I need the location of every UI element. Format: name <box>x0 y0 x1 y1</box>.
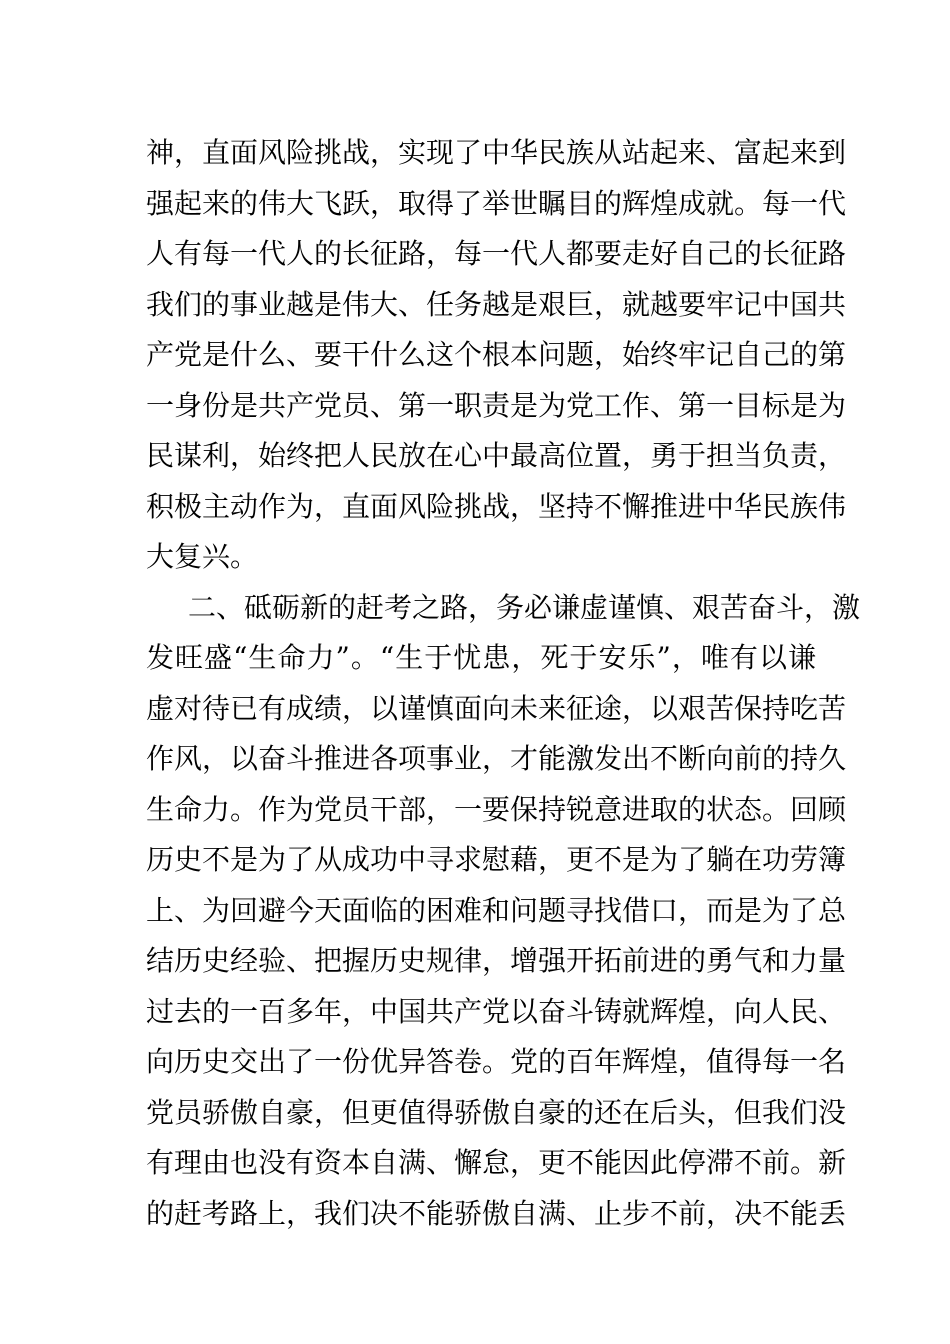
text-line: 历史不是为了从成功中寻求慰藉，更不是为了躺在功劳簿 <box>146 843 847 876</box>
text-line: 结历史经验、把握历史规律，增强开拓前进的勇气和力量 <box>146 944 847 977</box>
section-heading-line: 二、砥砺新的赶考之路，务必谦虚谨慎、艰苦奋斗，激 <box>188 590 861 624</box>
text-line: 虚对待已有成绩，以谨慎面向未来征途，以艰苦保持吃苦 <box>146 691 847 725</box>
text-line: 产党是什么、要干什么这个根本问题，始终牢记自己的第 <box>146 338 847 371</box>
text-line: 发旺盛“生命力”。“生于忧患，死于安乐”，唯有以谦 <box>146 641 816 674</box>
text-line: 向历史交出了一份优异答卷。党的百年辉煌，值得每一名 <box>146 1045 847 1078</box>
text-line: 人有每一代人的长征路，每一代人都要走好自己的长征路 <box>146 237 847 270</box>
text-line: 上、为回避今天面临的困难和问题寻找借口，而是为了总 <box>146 893 847 927</box>
text-line: 生命力。作为党员干部，一要保持锐意进取的状态。回顾 <box>146 792 847 826</box>
text-line: 党员骄傲自豪，但更值得骄傲自豪的还在后头，但我们没 <box>146 1095 847 1129</box>
text-line: 的赶考路上，我们决不能骄傲自满、止步不前，决不能丢 <box>146 1196 847 1230</box>
text-line: 民谋利，始终把人民放在心中最高位置，勇于担当负责， <box>146 439 847 472</box>
text-line: 神，直面风险挑战，实现了中华民族从站起来、富起来到 <box>146 136 847 169</box>
text-line: 大复兴。 <box>146 540 259 573</box>
body-text <box>146 128 861 1239</box>
text-line: 有理由也没有资本自满、懈怠，更不能因此停滞不前。新 <box>146 1146 847 1179</box>
text-line: 作风，以奋斗推进各项事业，才能激发出不断向前的持久 <box>146 742 847 775</box>
text-line: 我们的事业越是伟大、任务越是艰巨，就越要牢记中国共 <box>146 287 847 321</box>
text-line: 强起来的伟大飞跃，取得了举世瞩目的辉煌成就。每一代 <box>146 186 847 220</box>
text-line: 一身份是共产党员、第一职责是为党工作、第一目标是为 <box>146 388 847 422</box>
text-line: 积极主动作为，直面风险挑战，坚持不懈推进中华民族伟 <box>146 489 847 523</box>
text-line: 过去的一百多年，中国共产党以奋斗铸就辉煌，向人民、 <box>146 994 847 1028</box>
